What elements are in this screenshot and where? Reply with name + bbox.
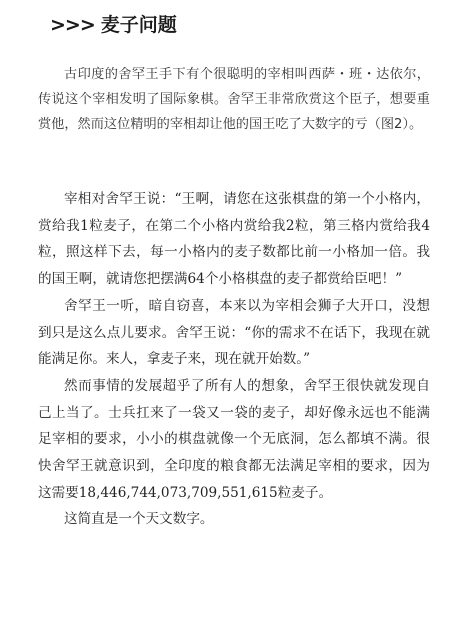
story-paragraph-3: 然而事情的发展超乎了所有人的想象，舍罕王很快就发现自己上当了。士兵扛来了一袋又一袋的麦子，却好像永远也不能满足宰相的要求，小小的棋盘就像一个无底洞，怎么都填不满。很快舍罕王就意识到，全印度的粮食都无法满足宰相的要求，因为这需要18,446,744,073,709,551,615粒麦子。	[38, 377, 430, 501]
intro-paragraph: 古印度的舍罕王手下有个很聪明的宰相叫西萨・班・达依尔，传说这个宰相发明了国际象棋。舍罕王非常欣赏这个臣子，想要重赏他，然而这位精明的宰相却让他的国王吃了大数字的亏（图2）。	[38, 67, 430, 132]
story-paragraph-1: 宰相对舍罕王说：“王啊，请您在这张棋盘的第一个小格内，赏给我1粒麦子，在第二个小格内赏给我2粒，第三格内赏给我4粒，照这样下去，每一小格内的麦子数都比前一小格加一倍。我的国王啊，就请您把摆满64个小格棋盘的麦子都赏给臣吧！”	[38, 191, 430, 288]
story-paragraph-4: 这简直是一个天文数字。	[64, 511, 214, 528]
story-body	[38, 186, 430, 533]
section-heading	[50, 10, 177, 37]
heading-title: 麦子问题	[100, 14, 177, 36]
heading-arrows: >>>	[50, 14, 95, 36]
story-paragraph-2: 舍罕王一听，暗自窃喜，本来以为宰相会狮子大开口，没想到只是这么点儿要求。舍罕王说：“你的需求不在话下，我现在就能满足你。来人，拿麦子来，现在就开始数。”	[38, 297, 430, 368]
